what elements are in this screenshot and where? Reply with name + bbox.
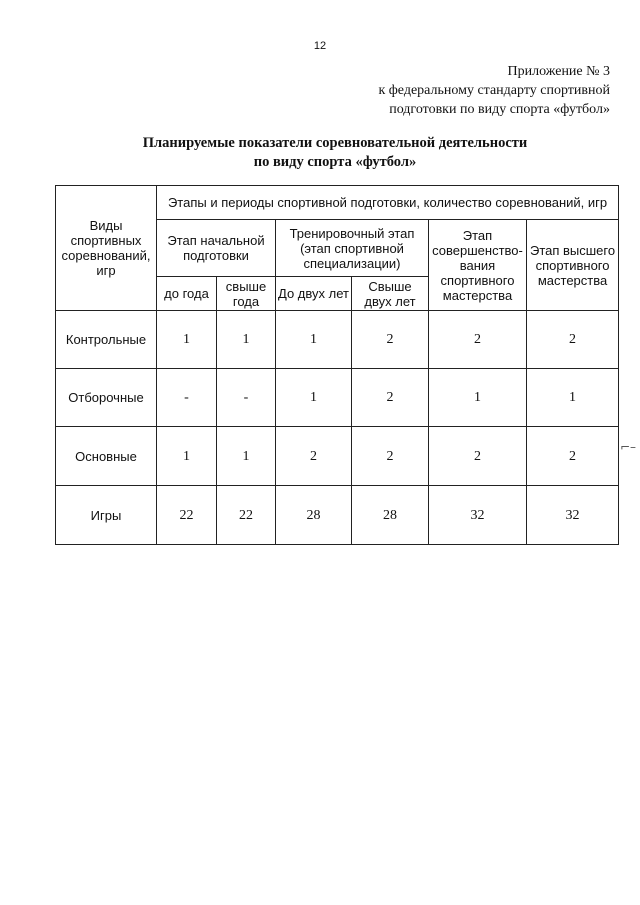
table-cell: 2 xyxy=(527,311,619,369)
table-cell: 1 xyxy=(527,369,619,427)
table-cell: 32 xyxy=(429,486,527,545)
table-cell: 2 xyxy=(429,427,527,486)
table-cell: 2 xyxy=(352,311,429,369)
table-cell: 32 xyxy=(527,486,619,545)
table-cell: 1 xyxy=(157,311,217,369)
appendix-line-1: Приложение № 3 xyxy=(507,64,610,79)
table-cell: 2 xyxy=(276,427,352,486)
table-cell: 2 xyxy=(429,311,527,369)
table-cell: 1 xyxy=(217,311,276,369)
table-row xyxy=(56,311,619,369)
table-cell: 22 xyxy=(217,486,276,545)
margin-scan-mark: ⌐– xyxy=(619,440,636,454)
row-label: Игры xyxy=(56,486,157,545)
table-cell: 1 xyxy=(276,311,352,369)
row-label: Отборочные xyxy=(56,369,157,427)
header-stage-training: Тренировочный этап (этап спортивной специализации) xyxy=(276,220,429,277)
header-row-1 xyxy=(56,186,619,220)
header-upto-year: до года xyxy=(157,277,217,311)
document-title-line-1: Планируемые показатели соревновательной деятельности xyxy=(142,135,528,151)
header-stage-initial: Этап начальной подготовки xyxy=(157,220,276,277)
document-title xyxy=(0,134,640,172)
table-cell: 1 xyxy=(157,427,217,486)
table-cell: 2 xyxy=(527,427,619,486)
table-cell: 2 xyxy=(352,369,429,427)
header-stages-periods: Этапы и периоды спортивной подготовки, количество соревнований, игр xyxy=(157,186,619,220)
row-label: Контрольные xyxy=(56,311,157,369)
table-cell: 1 xyxy=(429,369,527,427)
table-cell: 22 xyxy=(157,486,217,545)
appendix-line-2: к федеральному стандарту спортивной xyxy=(378,83,610,98)
document-title-line-2: по виду спорта «футбол» xyxy=(253,154,417,170)
table-cell: - xyxy=(157,369,217,427)
appendix-note xyxy=(378,62,610,119)
table-cell: 1 xyxy=(217,427,276,486)
header-stage-higher: Этап высшего спортивного мастерства xyxy=(527,220,619,311)
appendix-line-3: подготовки по виду спорта «футбол» xyxy=(389,102,610,117)
header-over-two-years: Свыше двух лет xyxy=(352,277,429,311)
header-competition-types: Виды спортивных соревнований, игр xyxy=(56,186,157,311)
table-row xyxy=(56,486,619,545)
table-cell: - xyxy=(217,369,276,427)
table-cell: 1 xyxy=(276,369,352,427)
table-cell: 28 xyxy=(352,486,429,545)
table-row xyxy=(56,369,619,427)
table-cell: 2 xyxy=(352,427,429,486)
page-number: 12 xyxy=(313,40,327,52)
row-label: Основные xyxy=(56,427,157,486)
table-row xyxy=(56,427,619,486)
header-stage-improvement: Этап совершенство-вания спортивного мастерства xyxy=(429,220,527,311)
header-upto-two-years: До двух лет xyxy=(276,277,352,311)
table-cell: 28 xyxy=(276,486,352,545)
header-over-year: свыше года xyxy=(217,277,276,311)
competition-table xyxy=(55,185,619,545)
